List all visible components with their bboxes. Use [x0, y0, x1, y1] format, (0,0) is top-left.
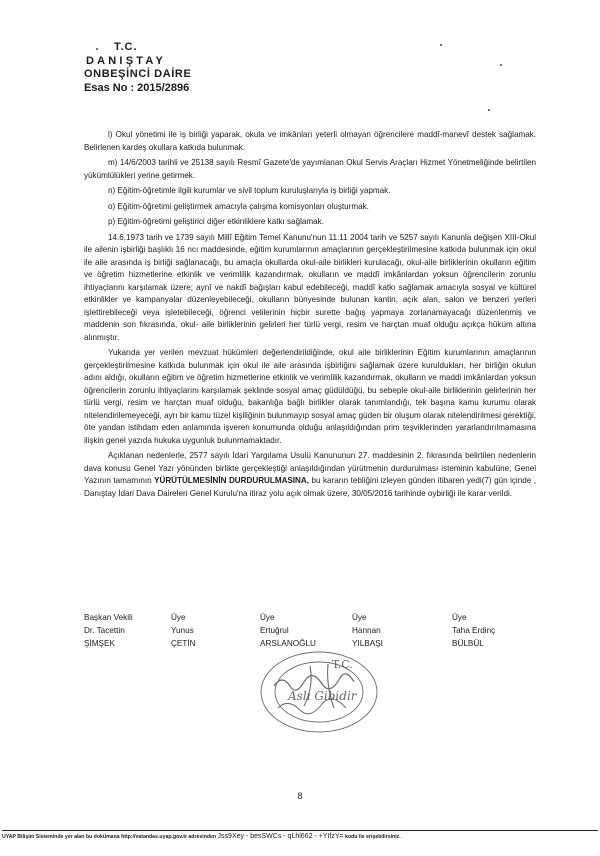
footer-access-code: Jss9Xey - besSWCs - qLhl662 - +YIfzY= [217, 833, 344, 840]
signature-first-name: Ertuğrul [260, 626, 289, 635]
signature-chair [84, 611, 133, 650]
header-tc: T.C. [114, 41, 138, 53]
page-number: 8 [297, 791, 303, 801]
signature-last-name: ŞİMŞEK [84, 639, 115, 648]
uyap-footer [2, 830, 598, 840]
paragraph-decision [84, 450, 536, 500]
signature-member-1 [171, 611, 196, 650]
signature-last-name: BÜLBÜL [452, 639, 484, 648]
signature-last-name: ARSLANOĞLU [260, 639, 316, 648]
paragraph-m: m) 14/6/2003 tarihli ve 25138 sayılı Resmî Gazete'de yayımlanan Okul Servis Araçları Hizmet Yönetmeliğinde belirtilen yükümlülükleri yerine getirmek. [84, 158, 536, 180]
stamp-text-tc: T.C. [332, 658, 353, 671]
header-court: DANIŞTAY [86, 54, 166, 67]
paragraph-law: 14.6.1973 tarih ve 1739 sayılı Millî Eğitim Temel Kanunu'nun 11.11 2004 tarih ve 5257 sayılı Kanunla değişen XIII-Okul ile ailenin işbirliği başlıklı 16 ncı maddesinde, eğitim kurumlarının amaçlarının gerçekleştirilmesine katkıda bulunmak için okul ile aile arasında iş birliği sağlanacağı, bu amaçla okullarda okul-aile birlikleri kurulacağı, okul-aile birliklerinin okulların eğitim ve öğretim hizmetlerine etkinlik ve verimlilik kazandırmak, okulların ve maddî imkânlardan yoksun öğrencilerin zorunlu ihtiyaçlarını karşılamak üzere; aynî ve nakdî bağışları kabul edebileceği, maddî katkı sağlamak amacıyla sosyal ve kültürel etkinlikler ve kampanyalar düzenleyebileceği, okulların bünyesinde bulunan kantin, açık alan, salon ve benzeri yerleri işlettirebileceği veya işletebileceği, öğrenci velilerinin hiçbir surette bağış yapmaya zorlanamayacağı düzenlenmiş ve maddenin son fıkrasında, okul- aile birliklerinin gelirleri her türlü vergi, resim ve harçtan muaf olduğu açıkça hüküm altına alınmıştır. [84, 232, 536, 342]
signature-last-name: YILBAŞI [352, 639, 383, 648]
signature-block [84, 611, 536, 651]
paragraph-p: p) Eğitim-öğretimi geliştirici diğer etkinliklere katkı sağlamak. [108, 217, 324, 226]
scan-speck [96, 48, 98, 50]
signature-member-4 [452, 611, 495, 650]
paragraph-o: o) Eğitim-öğretimi geliştirmek amacıyla çalışma komisyonları oluşturmak. [108, 201, 369, 211]
footer-suffix: kodu ile erişebilirsiniz. [345, 834, 401, 840]
header-case-number: Esas No : 2015/2896 [84, 81, 190, 94]
scan-speck [488, 109, 490, 111]
paragraph-l: l) Okul yönetimi ile iş birliği yaparak, okula ve imkânları yeterli olmayan öğrencilere maddî-manevî destek sağlamak. Belirlenen kardeş okullara katkıda bulunmak. [84, 130, 536, 152]
signature-last-name: ÇETİN [171, 639, 196, 648]
paragraph-n: n) Eğitim-öğretimle ilgili kurumlar ve sivil toplum kuruluşlarıyla iş birliği yapmak. [108, 186, 391, 195]
footer-text: UYAP Bilişim Sisteminde yer alan bu dokümana http://vatandas.uyap.gov.tr adresinden [2, 834, 217, 840]
stamp-text-certified: Aslı Gibidir [288, 689, 357, 703]
signature-first-name: Hannan [352, 626, 381, 635]
decision-text-end: bu kararın tebliğini izleyen günden itibaren yedi(7) gün içinde , Danıştay İdari Dava Daireleri Genel Kurulu'na itiraz yolu açık olmak üzere, 30/05/2016 tarihinde oybirliği ile karar verildi. [84, 476, 536, 498]
signature-role: Üye [452, 613, 467, 622]
paragraph-evaluation: Yukarıda yer verilen mevzuat hükümleri değerlendirildiğinde, okul aile birliklerinin Eğitim kurumlarının amaçlarının gerçekleştirilmesine katkıda bulunmak için okul ile aile arasında işbirliğini sağlamak üzere kuruldukları, her birliğin okulun adını aldığı, okulların eğitim ve öğretim hizmetlerine etkinlik ve verimlilik kazandırmak, okulların ve maddi imkânlardan yoksun öğrencilerin zorunlu ihtiyaçlarını karşılamak şeklinde sosyal amaç güdüldüğü, bu sebeple okul-aile birliklerinin gelirlerinin her türlü vergi, resim ve harçtan muaf olduğu, bakanlığa bağlı birlikler olarak tanımlandığı, tek başına kamu kurumu olarak nitelendirilemeyeceği, ayrı bir kamu tüzel kişiliğinin bulunmayıp sosyal amaç güden bir oluşum olarak nitelendirilmesi gerektiği, öte yandan istihdam eden anlamında işveren konumunda olduğu anlaşıldığından prim teşviklerinden yararlandırılmamasına ilişkin genel yazıda hukuka uygunluk bulunmamaktadır. [84, 348, 536, 445]
signature-first-name: Yunus [171, 626, 194, 635]
signature-first-name: Dr. Tacettin [84, 626, 125, 635]
signature-member-3 [352, 611, 383, 650]
signature-role: Başkan Vekili [84, 613, 133, 622]
signature-role: Üye [260, 613, 275, 622]
certified-copy-stamp [244, 646, 394, 738]
scan-speck [440, 44, 442, 46]
signature-first-name: Taha Erdinç [452, 626, 496, 635]
decision-text-start: Açıklanan nedenlerle, 2577 sayılı İdari Yargılama Usulü Kanununun 27. maddesinin 2. fıkrasında belirtilen nedenlerin dava konusu Genel Yazı yönünden birlikte gerçekleştiği anlaşıldığından yürütmenin durdurulması isteminin kabulüne, Genel Yazının tamamının [84, 451, 536, 485]
header-chamber: ONBEŞİNCİ DAİRE [84, 68, 192, 80]
signature-member-2 [260, 611, 316, 650]
document-header [84, 41, 284, 95]
scan-speck [500, 64, 502, 66]
decision-ruling: YÜRÜTÜLMESİNİN DURDURULMASINA, [154, 476, 309, 485]
signature-role: Üye [171, 613, 186, 622]
signature-role: Üye [352, 613, 367, 622]
document-body [84, 129, 536, 500]
